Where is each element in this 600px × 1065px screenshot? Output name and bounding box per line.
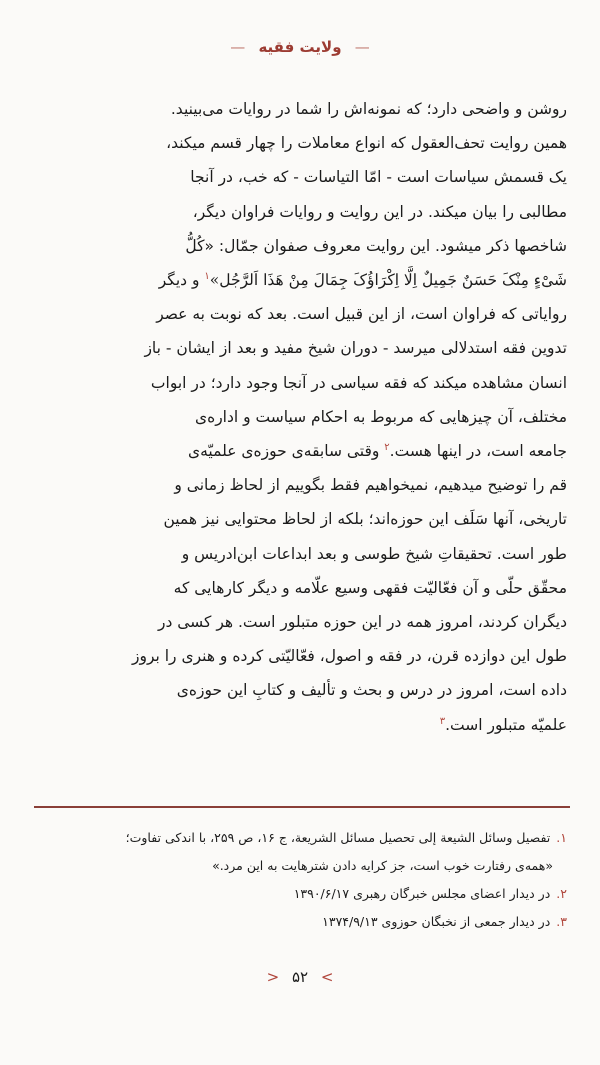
footnote-text: در دیدار جمعی از نخبگان حوزوی ۱۳۷۴/۹/۱۳ [322, 914, 551, 929]
text-line: انسان مشاهده میکند که فقه سیاسی در آنجا وجود دارد؛ در ابواب [150, 373, 567, 392]
footnote-item [40, 824, 567, 852]
footnote-marker: ۳ [439, 715, 446, 727]
text-line: محقّق حلّی و آن فعّالیّت فقهی وسیع علّامه و دیگر کارهایی که [173, 578, 567, 597]
chevron-right-icon: > [320, 968, 334, 986]
text-line: داده است، امروز در درس و بحث و تألیف و کتابِ این حوزه‌ی [176, 681, 567, 700]
text-line: شاخصها ذکر میشود. این روایت معروف صفوان جمّال: «کُلُّ [185, 236, 567, 255]
text-line [40, 434, 567, 468]
page-number: ۵۲ [291, 968, 309, 986]
text-line: تاریخی، آنها سَلَف این حوزه‌اند؛ بلکه از لحاظ محتوایی نیز همین [163, 510, 567, 529]
footnote-number: ۲. [556, 886, 567, 901]
footnote-item [40, 880, 567, 908]
footnote-item [40, 852, 567, 880]
footnote-number: ۳. [556, 914, 567, 929]
text-line: طول این دوازده قرن، در فقه و اصول، فعّالیّتی کرده و هنری را بروز [131, 647, 567, 666]
text-line: مطالبی را بیان میکند. در این روایت و روایات فراوان دیگر، [192, 202, 567, 221]
footnote-marker: ۲ [384, 441, 390, 453]
arabic-quote: شَیْءٍ مِنْکَ حَسَنٌ جَمِیلٌ اِلَّا اِکْرَاؤُکَ جِمَالَ مِنْ هَذَا اَلرَّجُل» [209, 271, 567, 290]
header-dash: — [230, 38, 246, 56]
text-line: طور است. تحقیقاتِ شیخ طوسی و بعد ابداعات ابن‌ادریس و [181, 544, 567, 563]
footnote-text: در دیدار اعضای مجلس خبرگان رهبری ۱۳۹۰/۶/۱۷ [293, 886, 551, 901]
text-line: دیگران کردند، امروز همه در این حوزه متبلور است. هر کسی در [157, 613, 567, 632]
text-line: همین روایت تحف‌العقول که انواع معاملات را چهار قسم میکند، [166, 134, 567, 153]
text-line: قم را توضیح میدهیم، نمیخواهیم فقط بگوییم از لحاظ زمانی و [174, 476, 567, 495]
text-line: مختلف، آن چیزهایی که مربوط به احکام سیاست و اداره‌ی [194, 407, 567, 426]
footnote-item [40, 908, 567, 936]
text-line: روشن و واضحی دارد؛ که نمونه‌اش را شما در روایات می‌بینید. [170, 100, 567, 118]
text-line: یک قسمش سیاسات است - امّا التیاسات - که خب، در آنجا [190, 168, 567, 187]
footnote-text: «همه‌ی رفتارت خوب است، جز کرایه دادن شترهایت به این مرد.» [212, 858, 553, 873]
quote-tail: و دیگر [158, 271, 200, 290]
chevron-left-icon: < [266, 968, 280, 986]
text-line: تدوین فقه استدلالی میرسد - دوران شیخ مفید و بعد از ایشان - باز [144, 339, 567, 358]
running-header [0, 38, 600, 56]
body-paragraph [40, 92, 567, 742]
footnotes [40, 824, 567, 936]
header-title: ولایت فقیه [258, 38, 342, 56]
page-number-area [0, 968, 600, 986]
text-line [40, 708, 567, 742]
text-segment: علمیّه متبلور است. [445, 715, 567, 734]
footnote-text: تفصیل وسائل الشیعة إلی تحصیل مسائل الشریعة، ج ۱۶، ص ۲۵۹، با اندکی تفاوت؛ [125, 830, 551, 845]
footnote-divider [34, 806, 570, 808]
header-dash: — [354, 38, 370, 56]
footnote-number: ۱. [556, 830, 567, 845]
text-line: روایاتی که فراوان است، از این قبیل است. بعد که نوبت به عصر [156, 305, 567, 324]
footnote-marker: ۱ [204, 270, 210, 282]
text-segment: وقتی سابقه‌ی حوزه‌ی علمیّه‌ی [187, 442, 380, 461]
text-segment: جامعه است، در اینها هست. [389, 442, 567, 461]
text-line-quote [40, 263, 567, 297]
